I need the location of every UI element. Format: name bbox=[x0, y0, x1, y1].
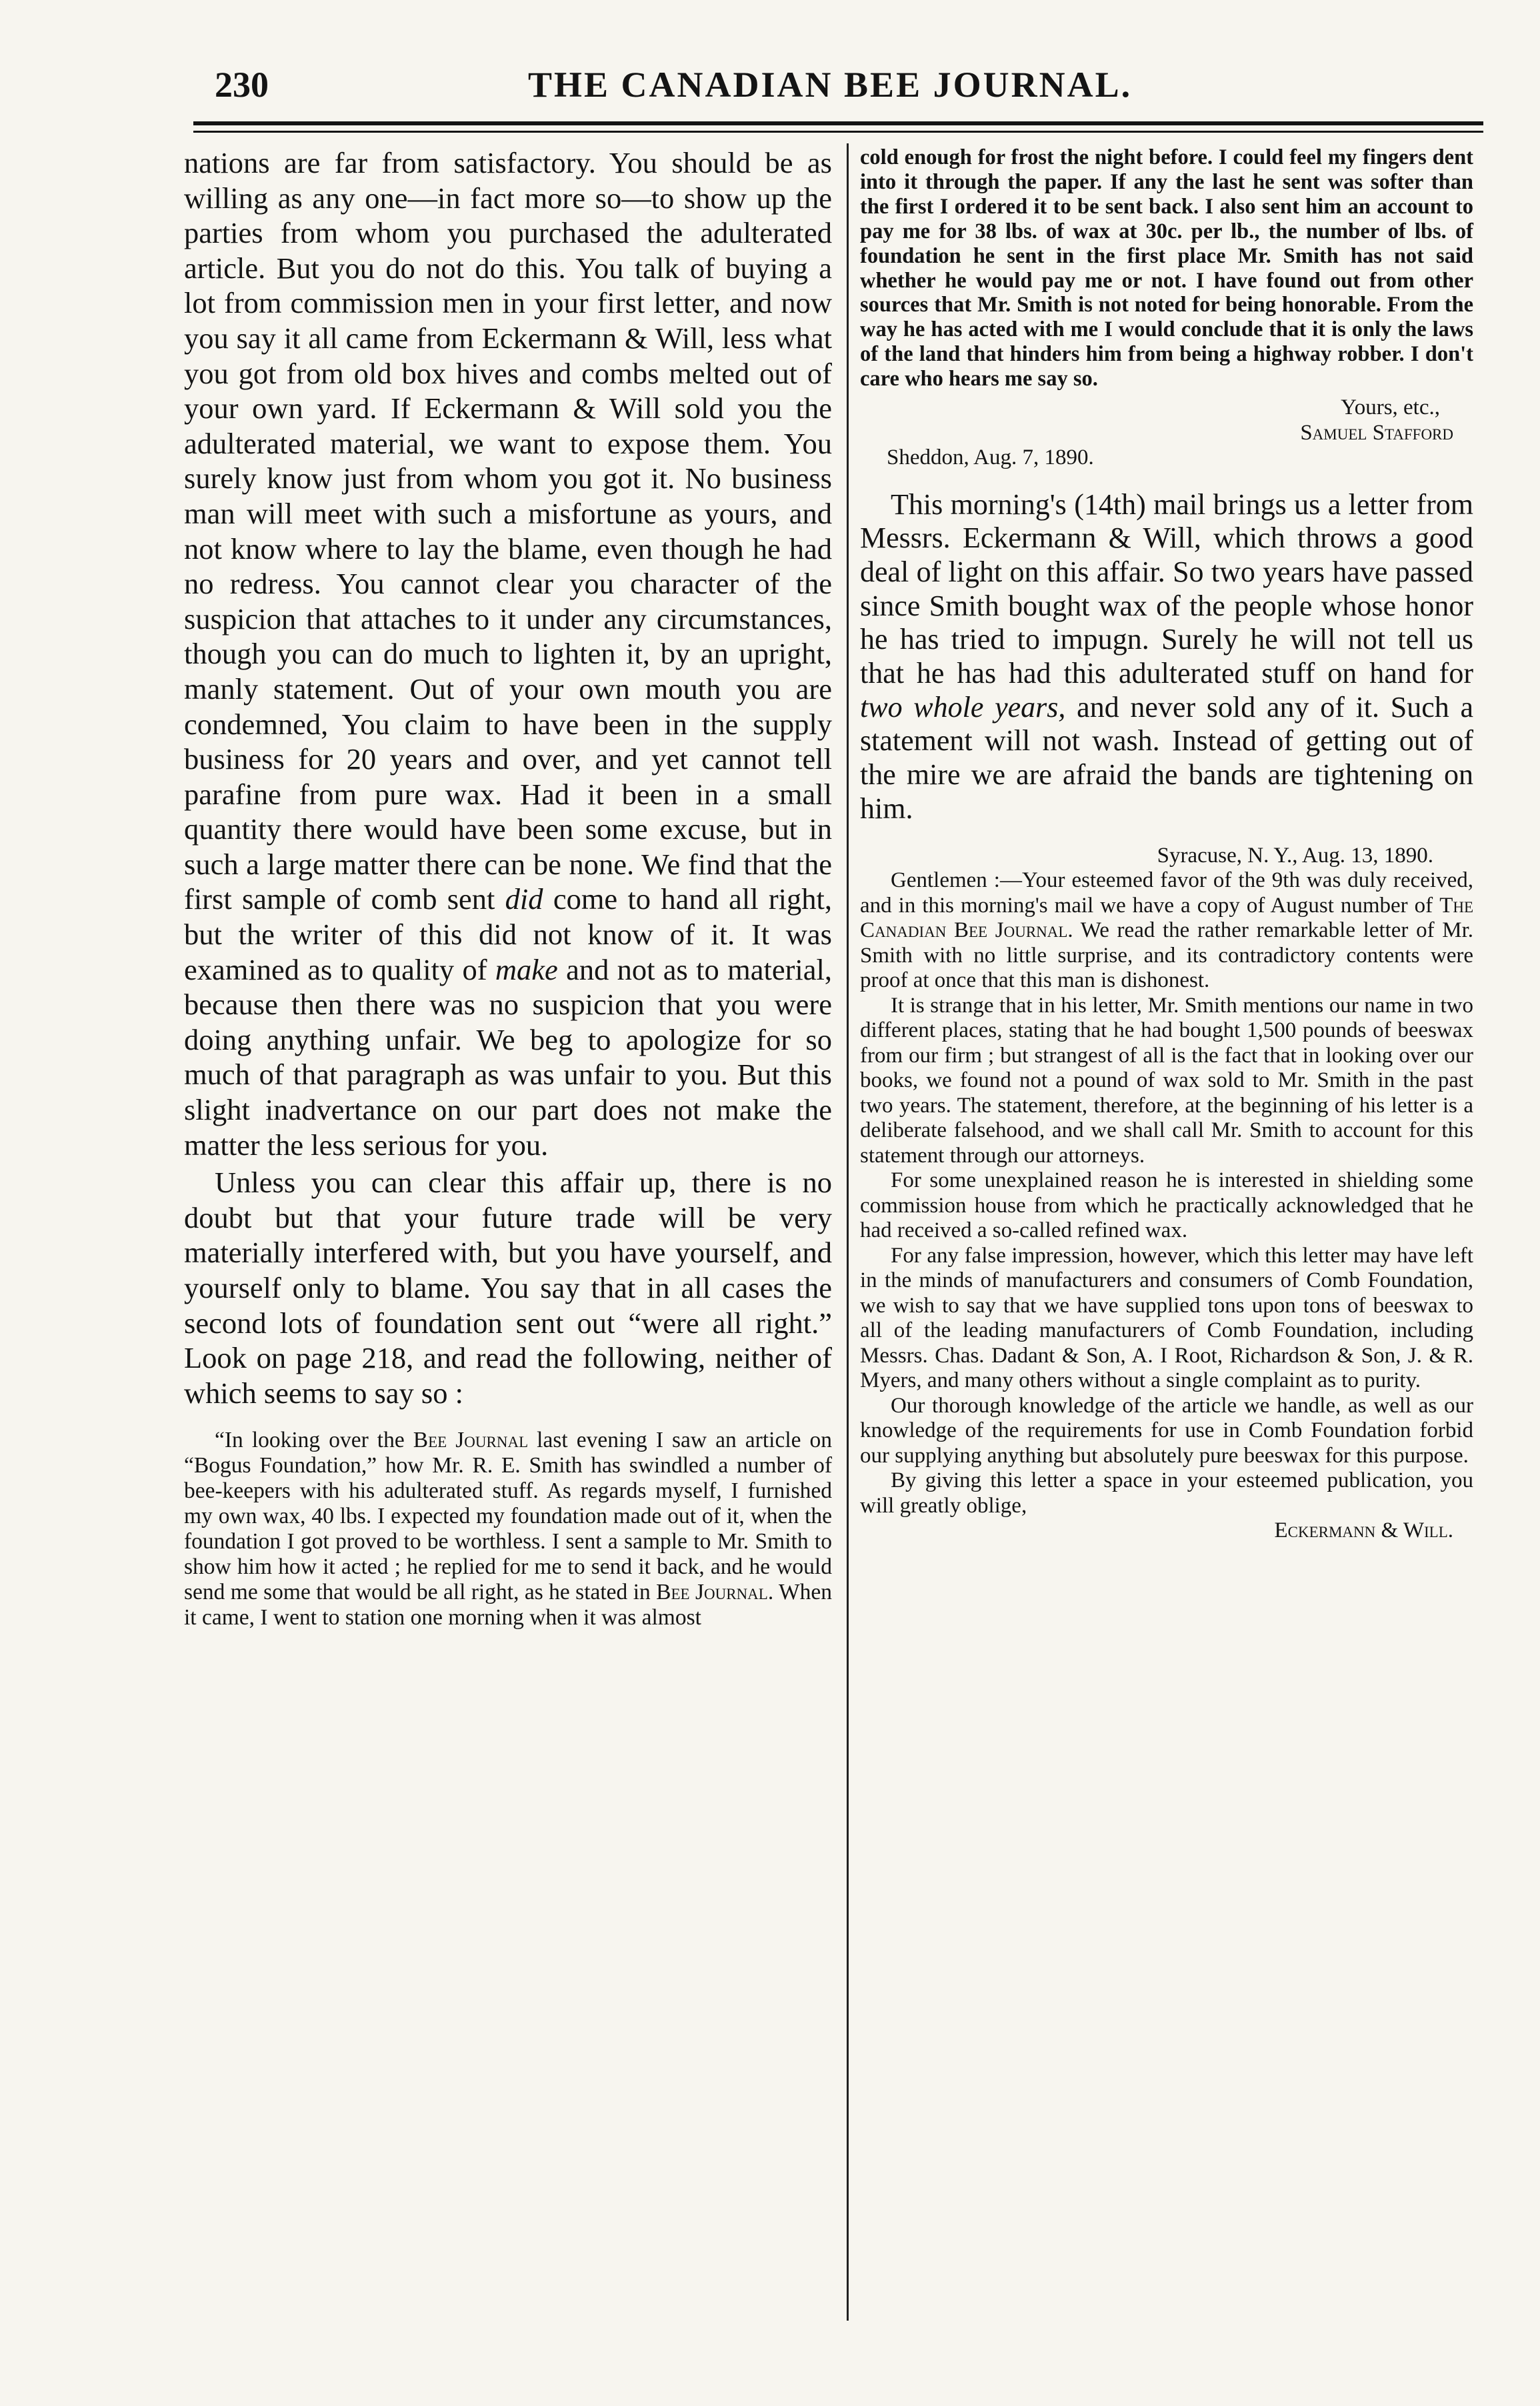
header-rule bbox=[193, 121, 1483, 125]
header-rule-thin bbox=[193, 131, 1483, 133]
letter-signature: Eckermann & Will. bbox=[1274, 1518, 1453, 1543]
journal-title: THE CANADIAN BEE JOURNAL. bbox=[528, 65, 1133, 105]
left-column bbox=[184, 145, 832, 1630]
column-divider bbox=[847, 143, 849, 2321]
letter-paragraph: It is strange that in his letter, Mr. Smith mentions our name in two different places, stating that he had bought 1,500 pounds of beeswax from our firm ; but strangest of all is the fact that in looking over our books, we found not a pound of wax sold to Mr. Smith in the past two years. The statement, therefore, at the beginning of his letter is a deliberate falsehood, and we shall call Mr. Smith to account for this statement through our attorneys. bbox=[860, 993, 1473, 1168]
letter-date: Sheddon, Aug. 7, 1890. bbox=[887, 445, 1094, 470]
letter-date: Syracuse, N. Y., Aug. 13, 1890. bbox=[1157, 843, 1433, 868]
quoted-letter-continued: cold enough for frost the night before. I could feel my fingers dent into it through the paper. If any the last he sent was softer than the first I ordered it to be sent back. I also sent him an account to pay me for 38 lbs. of wax at 30c. per lb., the number of lbs. of foundation he sent in the first place Mr. Smith has not said whether he would pay me or not. I have found out from other sources that Mr. Smith is not noted for being honorable. From the way he has acted with me I would conclude that it is only the laws of the land that hinders him from being a highway robber. I don't care who hears me say so. bbox=[860, 145, 1473, 391]
letter-signature: Samuel Stafford bbox=[1300, 420, 1453, 445]
editorial-paragraph: This morning's (14th) mail brings us a letter from Messrs. Eckermann & Will, which throws a good deal of light on this affair. So two years have passed since Smith bought wax of the people whose honor he has tried to impugn. Surely he will not tell us that he has had this adulterated stuff on hand for two whole years, and never sold any of it. Such a statement will not wash. Instead of getting out of the mire we are afraid the bands are tightening on him. bbox=[860, 487, 1474, 825]
letter-paragraph: For some unexplained reason he is interested in shielding some commission house from which he practically acknowledged that he had received a so-called refined wax. bbox=[860, 1168, 1473, 1243]
editorial-paragraph: Unless you can clear this affair up, there is no doubt but that your future trade will be very materially interfered with, but you have yourself, and yourself only to blame. You say that in all cases the second lots of foundation sent out “were all right.” Look on page 218, and read the following, neither of which seems to say so : bbox=[184, 1166, 832, 1410]
letter-paragraph: For any false impression, however, which this letter may have left in the minds of manufacturers and consumers of Comb Foundation, we wish to say that we have supplied tons upon tons of beeswax to all of the leading manufacturers of Comb Foundation, including Messrs. Chas. Dadant & Son, A. I Root, Richardson & Son, J. & R. Myers, and many others without a single complaint as to purity. bbox=[860, 1243, 1473, 1393]
letter-closing: Yours, etc., bbox=[1341, 395, 1440, 420]
letter-paragraph: By giving this letter a space in your esteemed publication, you will greatly oblige, bbox=[860, 1468, 1473, 1518]
page-number: 230 bbox=[215, 65, 269, 105]
quoted-letter: “In looking over the Bee Journal last evening I saw an article on “Bogus Foundation,” how Mr. R. E. Smith has swindled a number of bee-keepers with his adulterated stuff. As regards myself, I furnished my own wax, 40 lbs. I expected my foundation made out of it, when the foundation I got proved to be worthless. I sent a sample to Mr. Smith to show him how it acted ; he replied for me to send it back, and he would send me some that would be all right, as he stated in Bee Journal. When it came, I went to station one morning when it was almost bbox=[184, 1428, 833, 1630]
editorial-paragraph: nations are far from satisfactory. You should be as willing as any one—in fact more so—to show up the parties from whom you purchased the adulterated article. But you do not do this. You talk of buying a lot from commission men in your first letter, and now you say it all came from Eckermann & Will, less what you got from old box hives and combs melted out of your own yard. If Eckermann & Will sold you the adulterated material, we want to expose them. You surely know just from whom you got it. No business man will meet with such a misfortune as yours, and not know where to lay the blame, even though he had no redress. You cannot clear you character of the suspicion that attaches to it under any circumstances, though you can do much to lighten it, by an upright, manly statement. Out of your own mouth you are condemned, You claim to have been in the supply business for 20 years and over, and yet cannot tell parafine from pure wax. Had it been in a small quantity there would have been some excuse, but in such a large matter there can be none. We find that the first sample of comb sent did come to hand all right, but the writer of this did not know of it. It was examined as to quality of make and not as to material, because then there was no suspicion that you were doing anything unfair. We beg to apologize for so much of that paragraph as was unfair to you. But this slight inadvertance on our part does not make the matter the less serious for you. bbox=[184, 146, 833, 1162]
letter-paragraph: Gentlemen :—Your esteemed favor of the 9th was duly received, and in this morning's mail we have a copy of August number of The Canadian Bee Journal. We read the rather remarkable letter of Mr. Smith with no little surprise, and its contradictory contents were proof at once that this man is dishonest. bbox=[860, 868, 1474, 993]
letter-paragraph: Our thorough knowledge of the article we handle, as well as our knowledge of the requirements for use in Comb Foundation forbid our supplying anything but absolutely pure beeswax for this purpose. bbox=[860, 1393, 1473, 1468]
right-column bbox=[860, 145, 1473, 1544]
page-header bbox=[215, 64, 1481, 117]
